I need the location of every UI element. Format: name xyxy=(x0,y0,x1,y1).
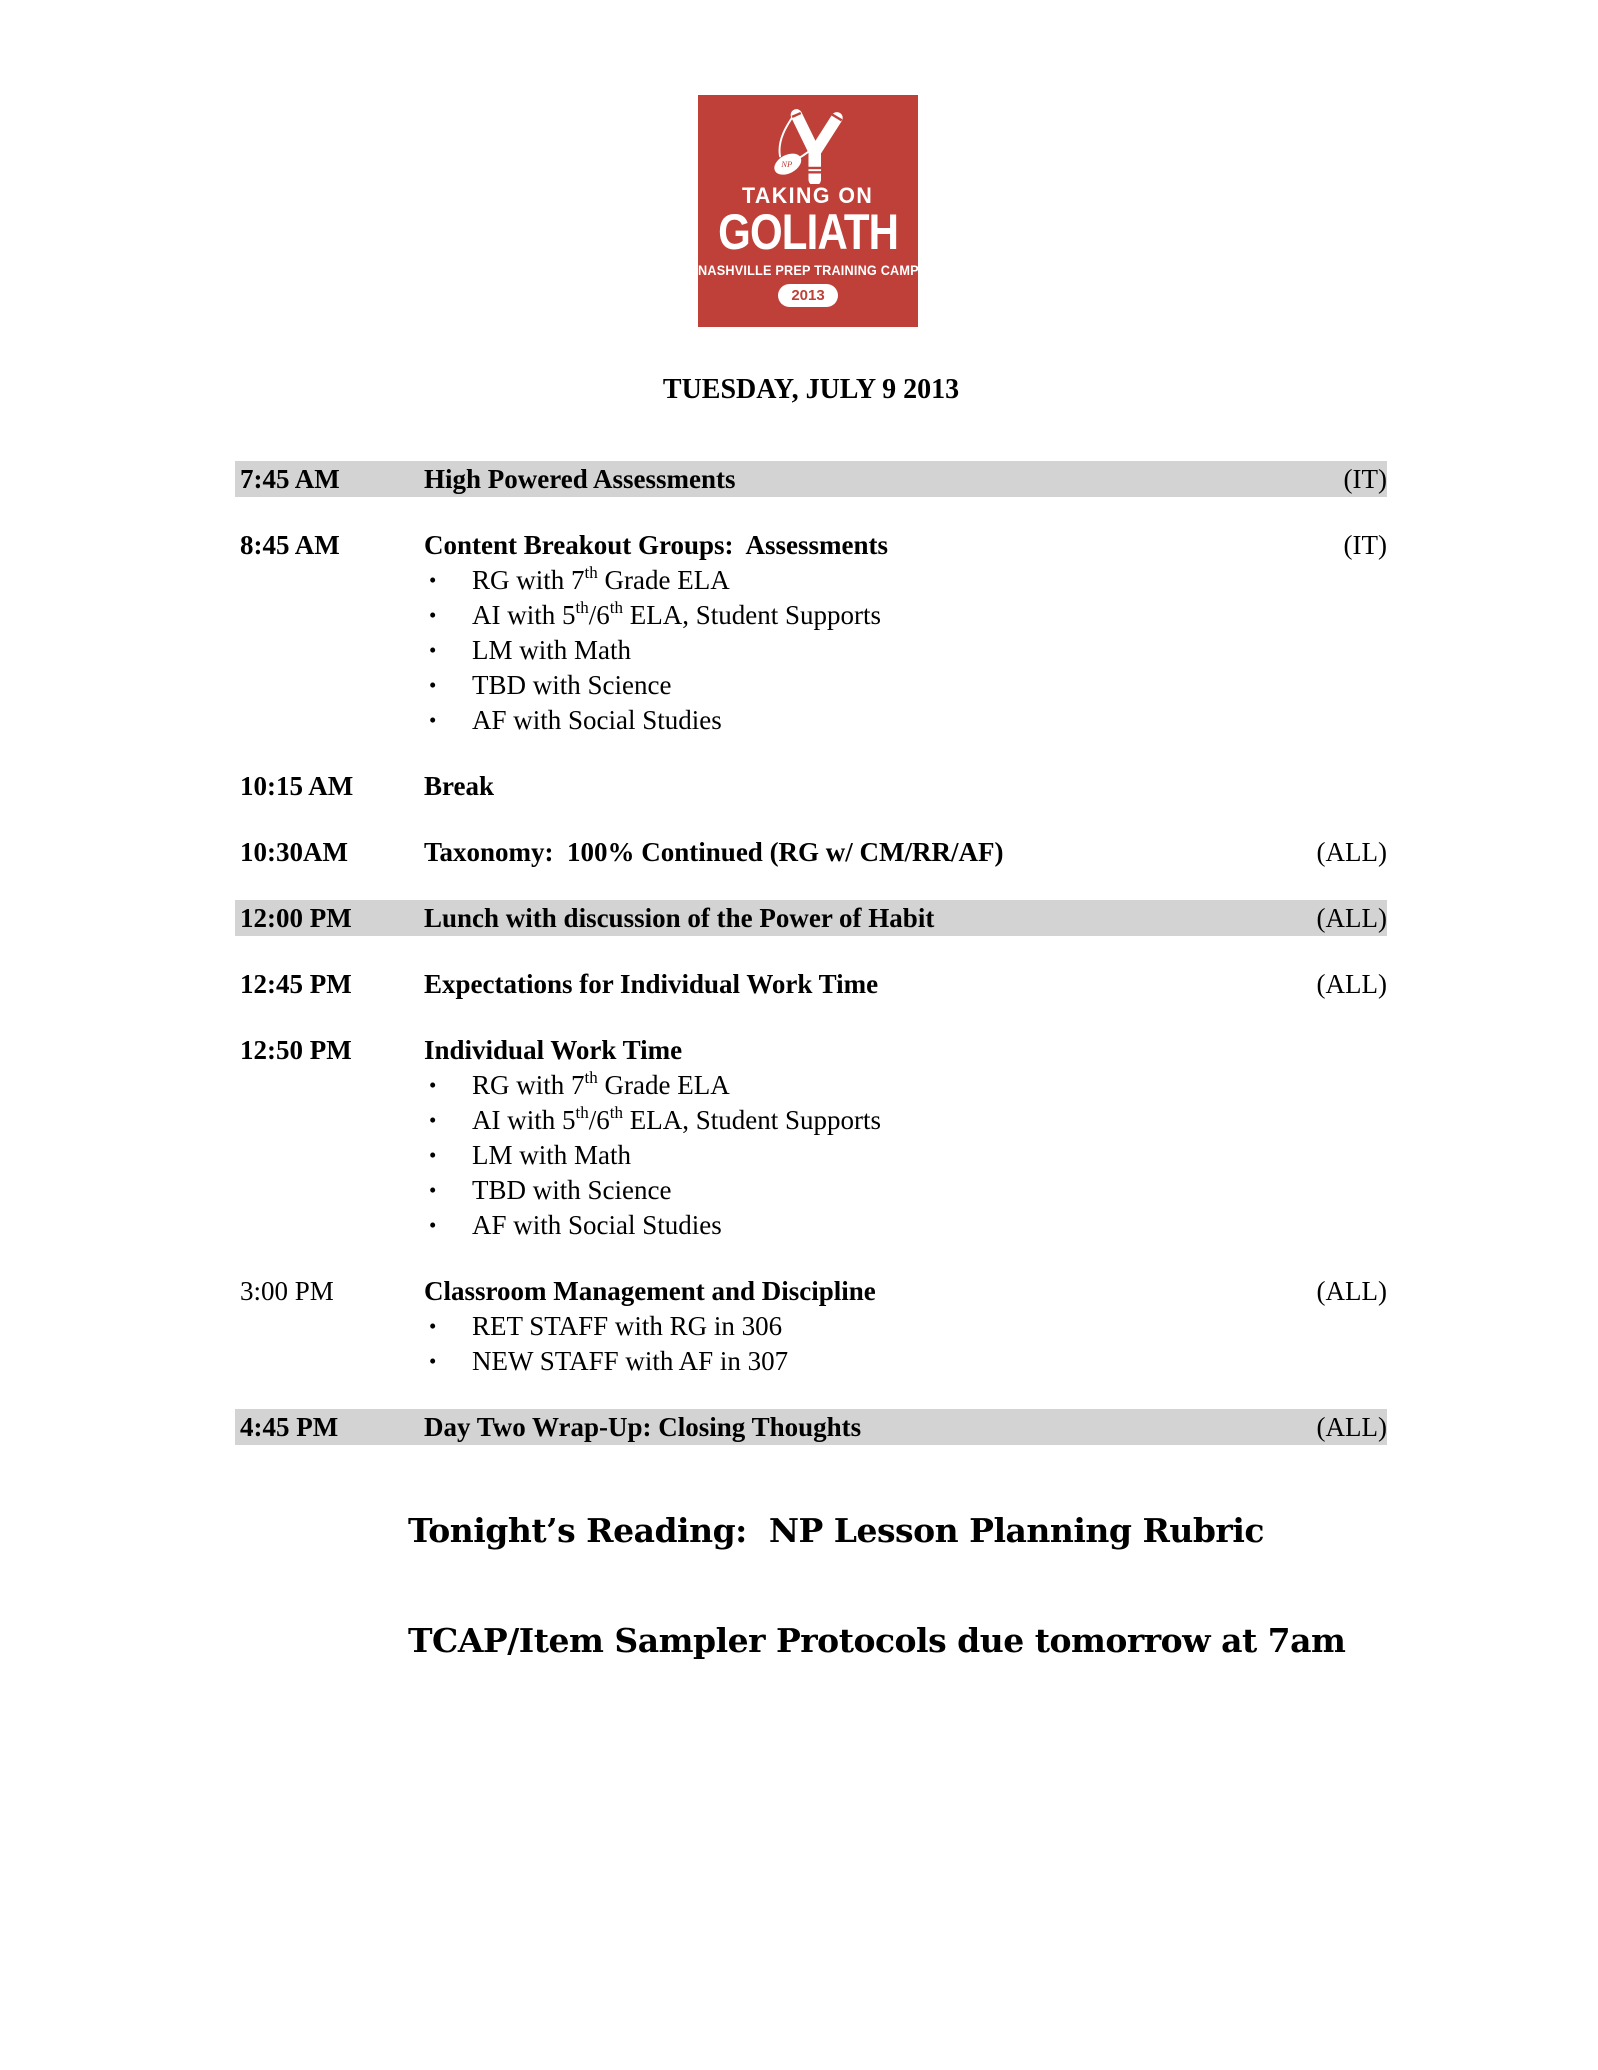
schedule-row-group xyxy=(235,1273,1387,1379)
row-audience-tag: (ALL) xyxy=(1316,968,1387,999)
tonights-reading-note: Tonight’s Reading: NP Lesson Planning Rubric xyxy=(408,1511,1264,1550)
row-audience-tag: (ALL) xyxy=(1316,836,1387,867)
row-time: 8:45 AM xyxy=(240,529,340,560)
schedule-row-group xyxy=(235,834,1387,870)
row-audience-tag: (IT) xyxy=(1343,463,1387,494)
row-title: Break xyxy=(424,770,495,801)
schedule-row xyxy=(235,966,1387,1002)
row-time: 12:00 PM xyxy=(240,902,352,933)
logo-taking-on: TAKING ON xyxy=(742,183,874,208)
row-time: 12:45 PM xyxy=(240,968,352,999)
due-tomorrow-note: TCAP/Item Sampler Protocols due tomorrow at 7am xyxy=(408,1621,1346,1660)
schedule-row xyxy=(235,834,1387,870)
row-title: Lunch with discussion of the Power of Habit xyxy=(424,902,935,933)
schedule-row xyxy=(235,1032,1387,1068)
slingshot-icon xyxy=(755,98,861,184)
bullet-item: • TBD with Science xyxy=(235,668,1387,703)
bullet-item: • RG with 7th Grade ELA xyxy=(235,563,1387,598)
row-title: Individual Work Time xyxy=(424,1034,683,1065)
bullet-item: • NEW STAFF with AF in 307 xyxy=(235,1344,1387,1379)
schedule-row-group xyxy=(235,1409,1387,1445)
schedule-row xyxy=(235,768,1387,804)
row-time: 3:00 PM xyxy=(240,1275,334,1306)
row-time: 10:30AM xyxy=(240,836,348,867)
logo-year-badge: 2013 xyxy=(778,284,837,307)
pouch-initials: NP xyxy=(781,159,793,170)
row-audience-tag: (ALL) xyxy=(1316,1275,1387,1306)
bullet-item: • AF with Social Studies xyxy=(235,703,1387,738)
bullet-item: • AF with Social Studies xyxy=(235,1208,1387,1243)
schedule xyxy=(235,461,1387,1475)
schedule-row-group xyxy=(235,527,1387,738)
row-title: Day Two Wrap-Up: Closing Thoughts xyxy=(424,1411,862,1442)
schedule-row xyxy=(235,1409,1387,1445)
logo-goliath: GOLIATH xyxy=(718,204,898,260)
row-time: 4:45 PM xyxy=(240,1411,339,1442)
row-title: Expectations for Individual Work Time xyxy=(424,968,879,999)
bullet-list xyxy=(235,563,1387,738)
row-title: Content Breakout Groups: Assessments xyxy=(424,529,889,560)
logo-camp-name: NASHVILLE PREP TRAINING CAMP xyxy=(697,263,919,278)
row-title: Taxonomy: 100% Continued (RG w/ CM/RR/AF) xyxy=(424,836,1004,867)
bullet-item: • RG with 7th Grade ELA xyxy=(235,1068,1387,1103)
bullet-item: • LM with Math xyxy=(235,633,1387,668)
schedule-row xyxy=(235,527,1387,563)
bullet-list xyxy=(235,1068,1387,1243)
row-time: 10:15 AM xyxy=(240,770,354,801)
bullet-item: • RET STAFF with RG in 306 xyxy=(235,1309,1387,1344)
schedule-row-group xyxy=(235,768,1387,804)
schedule-row-group xyxy=(235,966,1387,1002)
schedule-row-group xyxy=(235,461,1387,497)
row-time: 12:50 PM xyxy=(240,1034,352,1065)
bullet-item: • AI with 5th/6th ELA, Student Supports xyxy=(235,1103,1387,1138)
row-audience-tag: (ALL) xyxy=(1316,1411,1387,1442)
bullet-item: • LM with Math xyxy=(235,1138,1387,1173)
schedule-row xyxy=(235,1273,1387,1309)
bullet-item: • TBD with Science xyxy=(235,1173,1387,1208)
bullet-item: • AI with 5th/6th ELA, Student Supports xyxy=(235,598,1387,633)
training-camp-logo xyxy=(698,95,918,327)
row-title: High Powered Assessments xyxy=(424,463,736,494)
row-time: 7:45 AM xyxy=(240,463,340,494)
schedule-row xyxy=(235,461,1387,497)
bullet-list xyxy=(235,1309,1387,1379)
schedule-row-group xyxy=(235,1032,1387,1243)
row-audience-tag: (IT) xyxy=(1343,529,1387,560)
date-heading: TUESDAY, JULY 9 2013 xyxy=(662,374,960,405)
schedule-row-group xyxy=(235,900,1387,936)
schedule-row xyxy=(235,900,1387,936)
row-title: Classroom Management and Discipline xyxy=(424,1275,876,1306)
row-audience-tag: (ALL) xyxy=(1316,902,1387,933)
